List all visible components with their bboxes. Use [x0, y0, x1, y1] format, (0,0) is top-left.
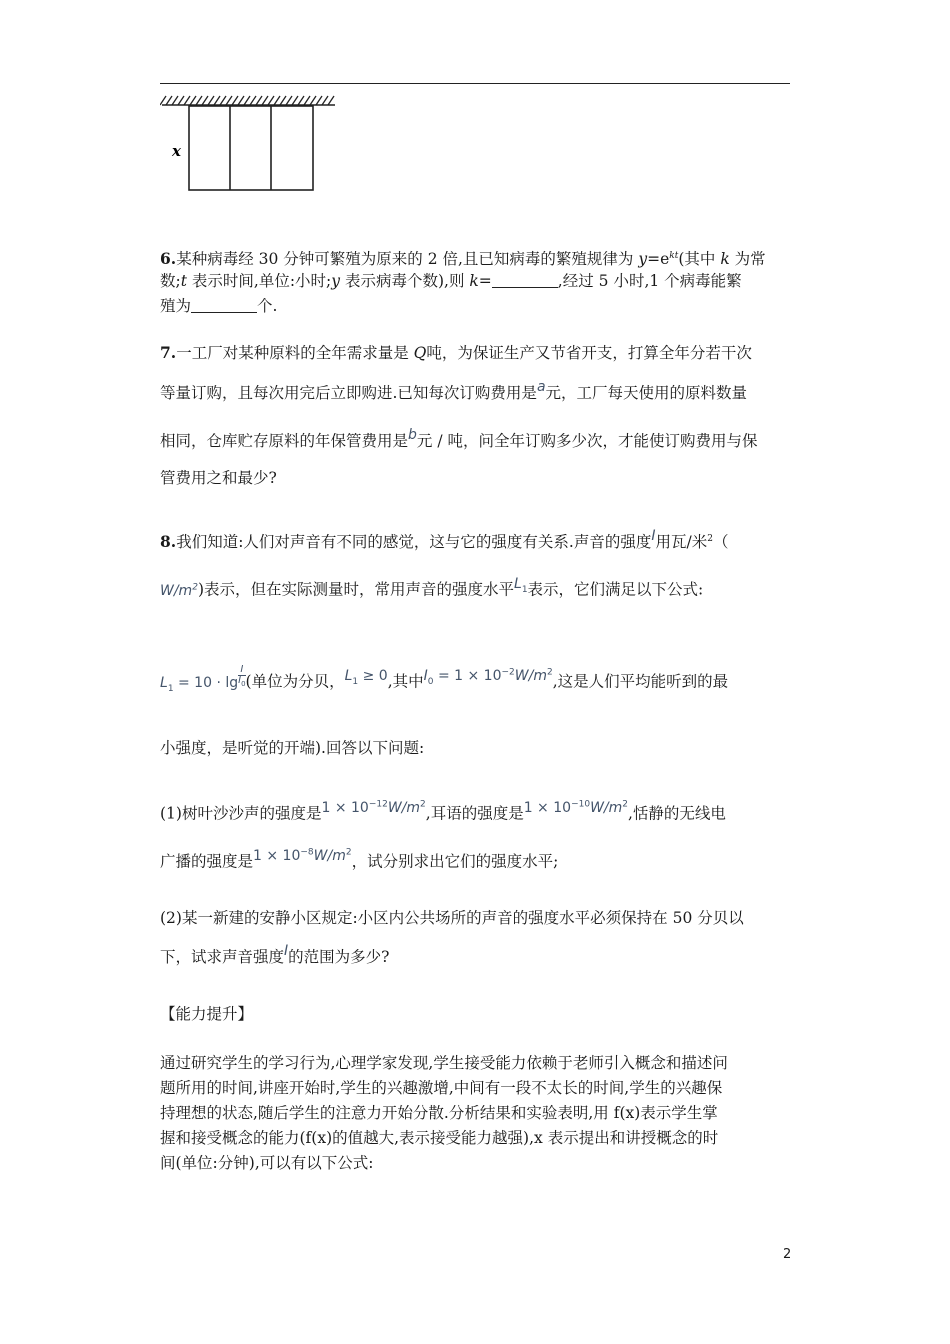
q7-var-b: b: [408, 427, 417, 443]
q7-text: 一工厂对某种原料的全年需求量是: [176, 344, 414, 362]
hatch-mark: [274, 96, 280, 105]
q8-part2-line-2: [160, 943, 390, 969]
q6-var-k: k: [720, 250, 730, 269]
para-line-2: 题所用的时间,讲座开始时,学生的兴趣激增,中间有一段不太长的时间,学生的兴趣保: [160, 1079, 723, 1097]
hatch-mark: [232, 96, 238, 105]
hatch-mark: [280, 96, 286, 105]
q7-line-1: [160, 342, 752, 364]
fence-rect: [189, 106, 313, 190]
hatch-mark: [292, 96, 298, 105]
hatch-mark: [316, 96, 322, 105]
hatch-mark: [184, 96, 190, 105]
para-line-3: 持理想的状态,随后学生的注意力开始分散.分析结果和实验表明,用 f(x)表示学生掌: [160, 1104, 718, 1122]
hatch-mark: [328, 96, 334, 105]
q7-text: 等量订购，且每次用完后立即购进.已知每次订购费用是: [160, 384, 537, 402]
q8-text: )表示，但在实际测量时，常用声音的强度水平: [197, 580, 514, 599]
q6-text: 表示时间,单位:小时;: [186, 272, 332, 290]
q6-text: (其中: [678, 250, 721, 269]
q7-text: 吨，为保证生产又节省开支，打算全年分若干次: [426, 344, 752, 362]
hatch-mark: [202, 96, 208, 105]
q8-text: (2)某一新建的安静小区规定:小区内公共场所的声音的强度水平必须保持在 50 分贝以: [160, 909, 744, 927]
q6-var-t: t: [180, 272, 187, 290]
q8-formula-i0: $I_0 = 1 \times 10^{-2}W/m^2$: [423, 667, 553, 687]
hatch-mark: [322, 96, 328, 105]
hatch-mark: [298, 96, 304, 105]
q8-whisper-intensity: $1 \times 10^{-10}W/m^2$: [523, 799, 628, 816]
page-number: 2: [783, 1247, 792, 1262]
q6-number: 6.: [160, 249, 177, 269]
hatch-mark: [262, 96, 268, 105]
q6-exponent: kt: [669, 251, 679, 261]
q8-text: 小强度，是听觉的开端).回答以下问题:: [160, 739, 425, 757]
q8-var-i: I: [651, 528, 656, 545]
hatch-mark: [244, 96, 250, 105]
q6-text: =e: [647, 250, 670, 269]
q8-var-l1: $L_1$: [514, 575, 528, 595]
q7-line-2: [160, 379, 748, 405]
q7-text: 管费用之和最少?: [160, 469, 277, 487]
q8-line-4: [160, 737, 424, 759]
q8-var-i: I: [284, 943, 289, 959]
q8-text: ,这是人们平均能听到的最: [552, 672, 729, 691]
hatch-mark: [220, 96, 226, 105]
hatch-mark: [286, 96, 292, 105]
para-line-4: 握和接受概念的能力(f(x)的值越大,表示接受能力越强),x 表示提出和讲授概念的时: [160, 1129, 719, 1147]
hatch-mark: [166, 96, 172, 105]
hatch-mark: [250, 96, 256, 105]
q6-line-1: [160, 245, 766, 270]
q6-answer-blank-count[interactable]: [191, 296, 257, 313]
q6-text: =: [478, 272, 492, 290]
q8-number: 8.: [160, 532, 177, 552]
q8-part2-line-1: [160, 907, 744, 929]
wall-hatching: [160, 96, 335, 105]
q6-text: 个.: [257, 297, 278, 315]
q7-line-4: [160, 467, 277, 489]
hatch-mark: [214, 96, 220, 105]
header-rule: [160, 83, 790, 84]
q8-text: 下，试求声音强度: [160, 948, 285, 966]
q6-text: 殖为: [160, 297, 192, 315]
q6-text: 表示病毒个数),则: [340, 272, 470, 290]
q6-line-3: [160, 295, 277, 317]
fence-figure: [160, 94, 340, 196]
q8-line-1: [160, 528, 728, 554]
q8-text: ,其中: [387, 672, 424, 691]
q8-radio-intensity: $1 \times 10^{-8}W/m^2$: [253, 847, 352, 864]
hatch-mark: [268, 96, 274, 105]
q8-formula-main: $L_1 = 10 \cdot \lg$ $\frac{I}{I_0}$: [160, 663, 246, 694]
hatch-mark: [160, 96, 166, 105]
q6-line-2: [160, 270, 742, 292]
hatch-mark: [310, 96, 316, 105]
q8-text: 广播的强度是: [160, 852, 254, 871]
para-line-1: 通过研究学生的学习行为,心理学家发现,学生接受能力依赖于老师引入概念和描述问: [160, 1054, 728, 1072]
q6-text: 为常: [729, 250, 766, 269]
hatch-mark: [190, 96, 196, 105]
q8-part1-line-1: [160, 800, 726, 826]
q8-text: 的范围为多少?: [288, 948, 390, 966]
q8-text: ，试分别求出它们的强度水平;: [351, 852, 559, 871]
q7-var-a: a: [536, 379, 546, 395]
q7-line-3: [160, 427, 758, 453]
q8-part1-line-2: [160, 848, 558, 874]
hatch-mark: [304, 96, 310, 105]
q6-text: 某种病毒经 30 分钟可繁殖为原来的 2 倍,且已知病毒的繁殖规律为: [176, 250, 639, 269]
q8-line-2: [160, 576, 703, 607]
q8-text: (1)树叶沙沙声的强度是: [160, 804, 322, 823]
q8-text: ,恬静的无线电: [628, 804, 726, 823]
hatch-mark: [178, 96, 184, 105]
q6-var-y: y: [331, 272, 341, 290]
q6-answer-blank-k[interactable]: [492, 271, 558, 288]
q7-text: 元 / 吨，问全年订购多少次，才能使订购费用与保: [416, 432, 758, 450]
q6-var-k: k: [469, 272, 479, 290]
hatch-mark: [238, 96, 244, 105]
q7-var-q: Q: [413, 344, 427, 362]
q8-unit: $W/m^2$: [160, 582, 198, 599]
hatch-mark: [256, 96, 262, 105]
q8-leaves-intensity: $1 \times 10^{-12}W/m^2$: [321, 799, 426, 816]
q8-text: 用瓦/米: [655, 533, 708, 552]
q8-text: ,耳语的强度是: [425, 804, 524, 823]
q8-formula-cond: $L_1 \ge 0$: [344, 667, 388, 687]
hatch-mark: [196, 96, 202, 105]
q6-text: ,经过 5 小时,1 个病毒能繁: [557, 272, 742, 290]
q7-number: 7.: [160, 343, 177, 362]
figure-x-label: x: [172, 142, 181, 160]
q7-text: 相同，仓库贮存原料的年保管费用是: [160, 432, 409, 450]
q6-var-y: y: [638, 250, 648, 269]
q8-text: (单位为分贝，: [245, 672, 345, 691]
hatch-mark: [208, 96, 214, 105]
hatch-mark: [226, 96, 232, 105]
q8-text: 表示，它们满足以下公式:: [527, 580, 704, 599]
para-line-5: 间(单位:分钟),可以有以下公式:: [160, 1154, 374, 1172]
q6-text: 数;: [160, 272, 181, 290]
q8-unit-exp: 2: [707, 534, 713, 544]
q7-text: 元，工厂每天使用的原料数量: [545, 384, 748, 402]
section-heading: 【能力提升】: [160, 1005, 254, 1023]
q8-text: 我们知道:人们对声音有不同的感觉，这与它的强度有关系.声音的强度: [176, 533, 652, 552]
hatch-mark: [172, 96, 178, 105]
q8-formula-line: [160, 663, 729, 699]
q8-text: （: [712, 533, 729, 552]
